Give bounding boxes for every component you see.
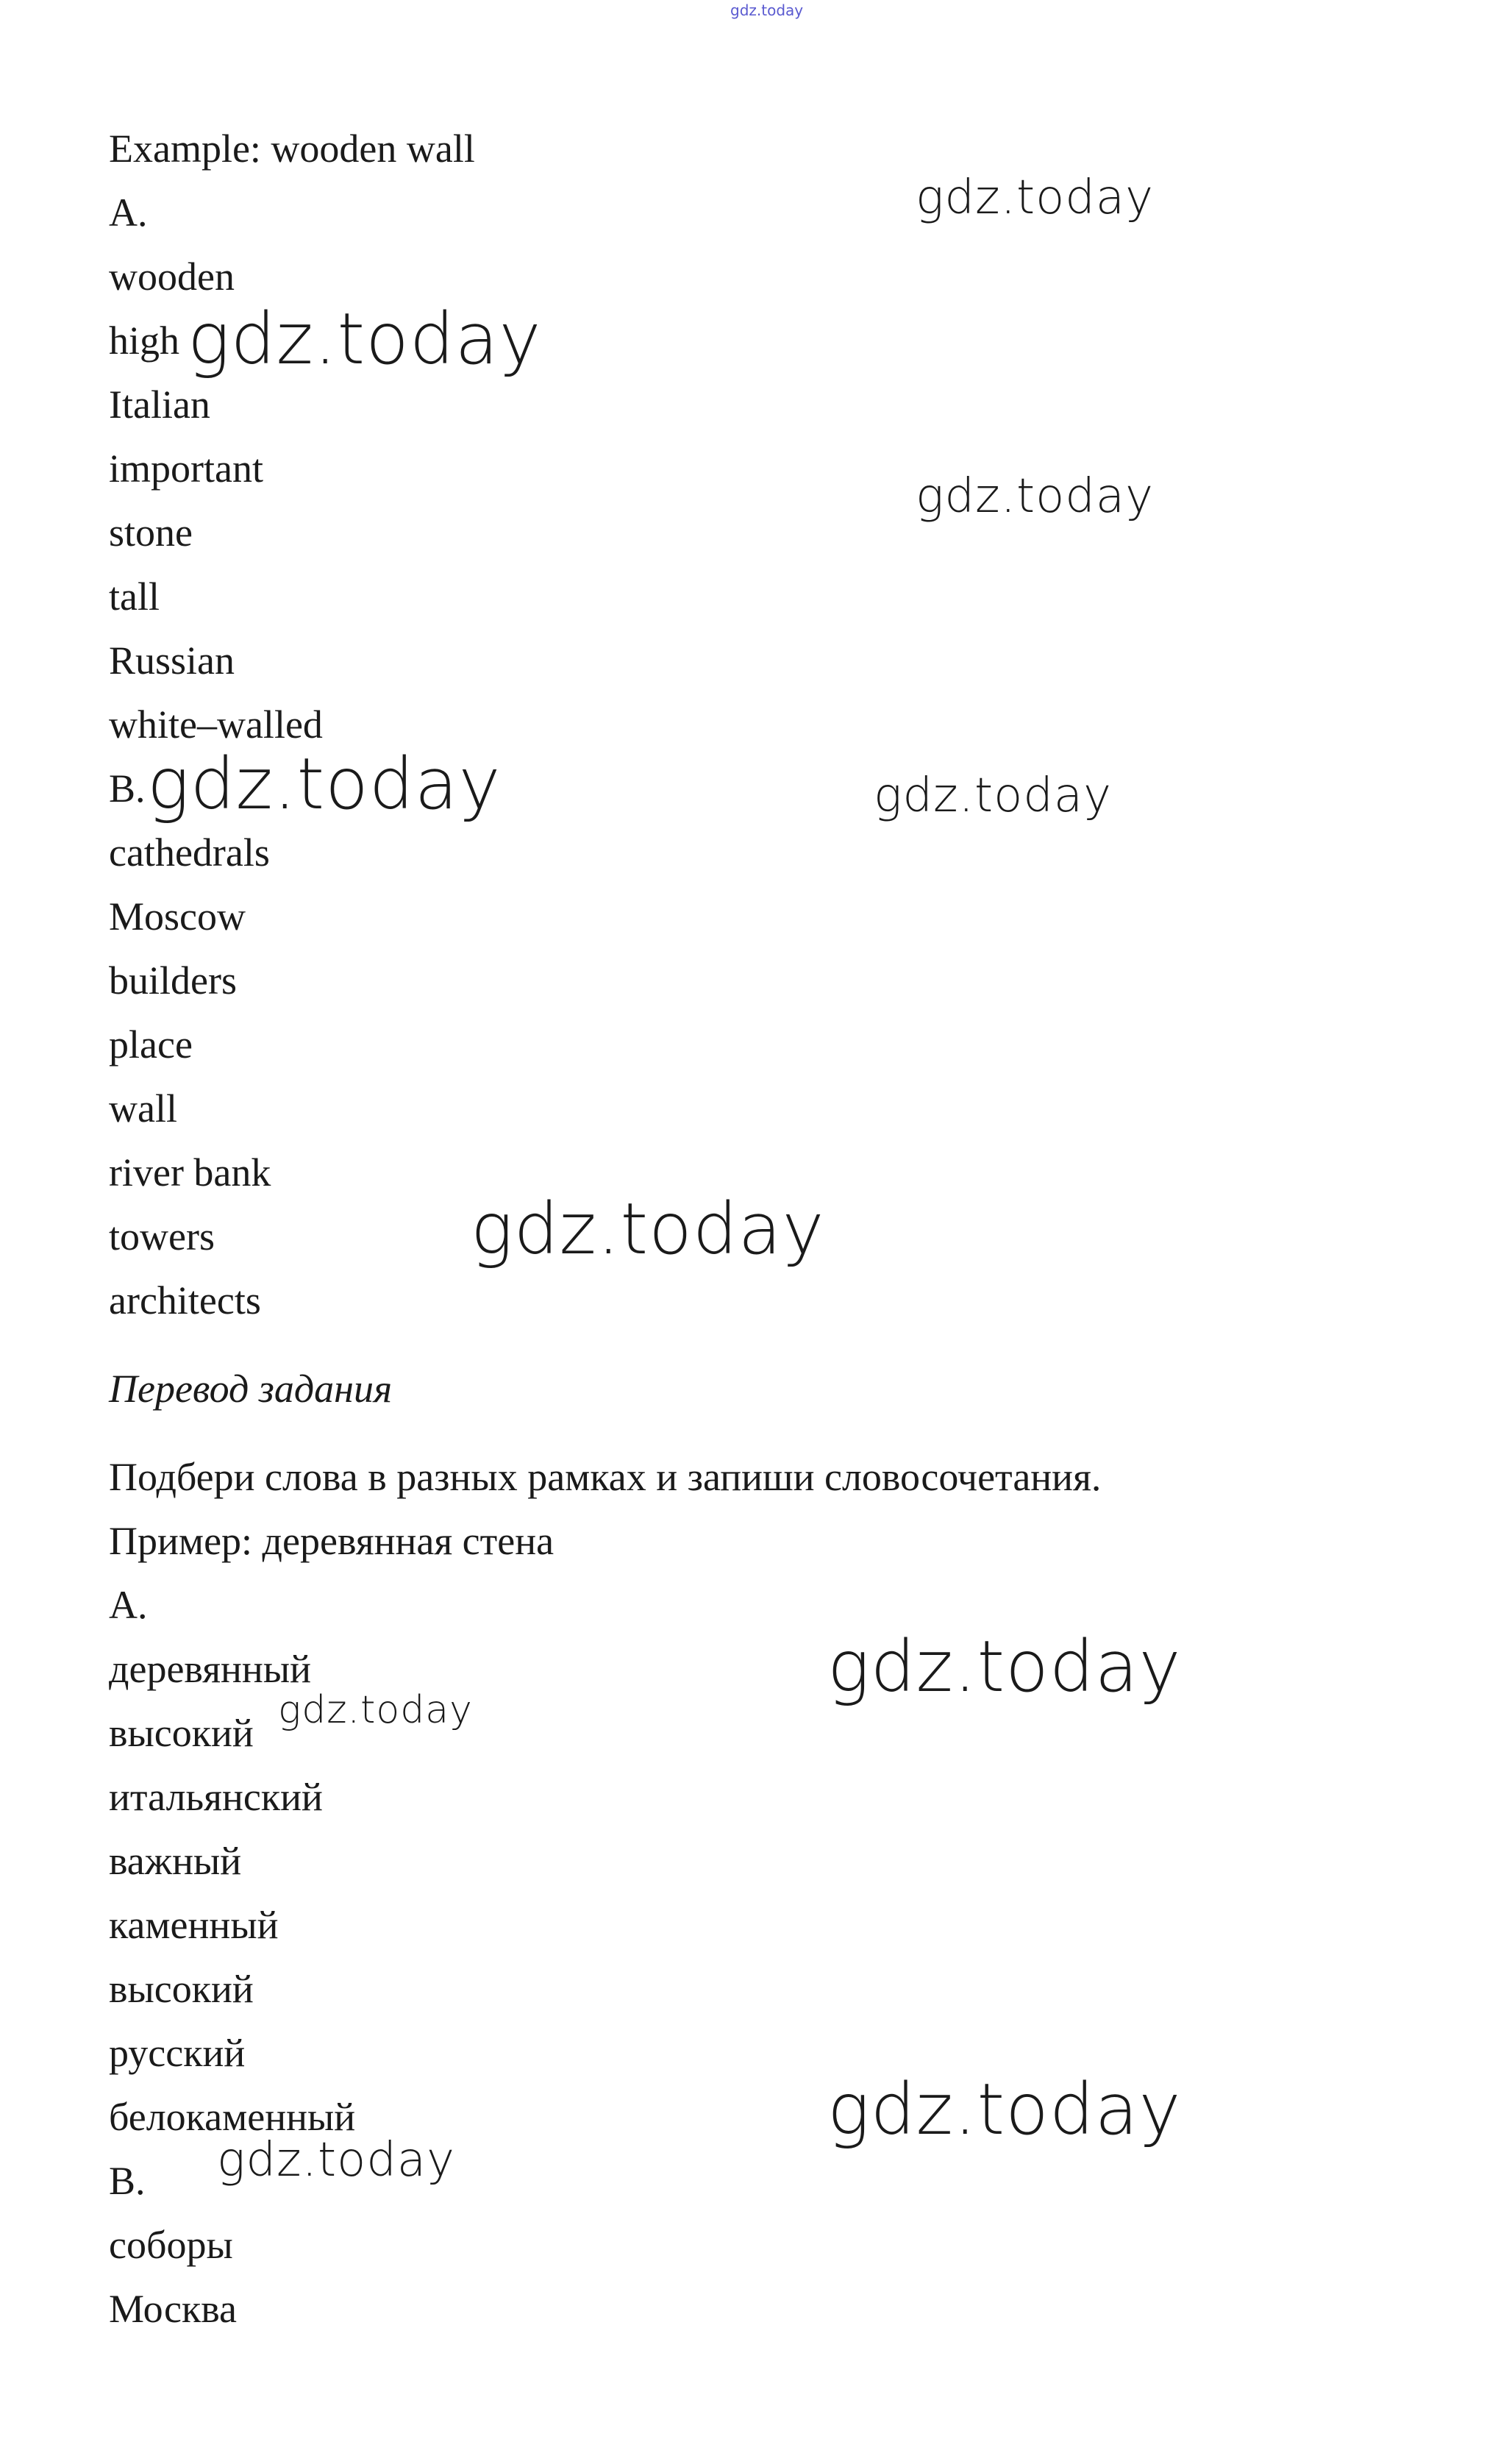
watermark: gdz.today <box>874 769 1112 823</box>
watermark: gdz.today <box>188 298 542 380</box>
watermark: gdz.today <box>827 1626 1182 1708</box>
word-item: architects <box>109 1278 261 1322</box>
word-item: stone <box>109 510 193 555</box>
watermark: gdz.today <box>916 469 1154 524</box>
word-item: high <box>109 318 180 363</box>
watermark: gdz.today <box>278 1688 473 1732</box>
watermark: gdz.today <box>217 2133 455 2187</box>
word-item: cathedrals <box>109 830 270 875</box>
word-item: wall <box>109 1086 177 1131</box>
watermark: gdz.today <box>471 1188 825 1270</box>
word-item: Москва <box>109 2287 237 2331</box>
word-item: tall <box>109 574 160 619</box>
translation-instruction: Подбери слова в разных рамках и запиши словосочетания. <box>109 1455 1102 1499</box>
word-item: white–walled <box>109 702 323 747</box>
section-a-label: A. <box>109 1583 148 1627</box>
watermark: gdz.today <box>147 743 502 825</box>
word-item: высокий <box>109 1711 254 1755</box>
translation-example: Пример: деревянная стена <box>109 1519 554 1563</box>
example-line: Example: wooden wall <box>109 127 475 171</box>
word-item: place <box>109 1022 193 1067</box>
word-item: Italian <box>109 382 210 427</box>
section-b-label: B. <box>109 766 146 811</box>
word-item: важный <box>109 1839 242 1883</box>
word-item: Moscow <box>109 894 246 939</box>
word-item: каменный <box>109 1903 279 1947</box>
word-item: Russian <box>109 638 235 683</box>
word-item: русский <box>109 2031 246 2075</box>
word-item: wooden <box>109 254 235 299</box>
translation-heading: Перевод задания <box>109 1367 393 1411</box>
word-item: итальянский <box>109 1775 323 1819</box>
watermark: gdz.today <box>916 171 1154 225</box>
word-item: river bank <box>109 1150 271 1195</box>
site-mark[interactable]: gdz.today <box>730 1 804 19</box>
word-item: important <box>109 446 263 491</box>
section-a-label: A. <box>109 191 148 235</box>
word-item: высокий <box>109 1967 254 2011</box>
word-item: towers <box>109 1214 215 1258</box>
watermark: gdz.today <box>827 2068 1182 2151</box>
word-item: соборы <box>109 2223 233 2267</box>
word-item: деревянный <box>109 1647 312 1691</box>
section-b-label: B. <box>109 2159 146 2203</box>
word-item: builders <box>109 958 237 1003</box>
word-item: белокаменный <box>109 2095 356 2139</box>
